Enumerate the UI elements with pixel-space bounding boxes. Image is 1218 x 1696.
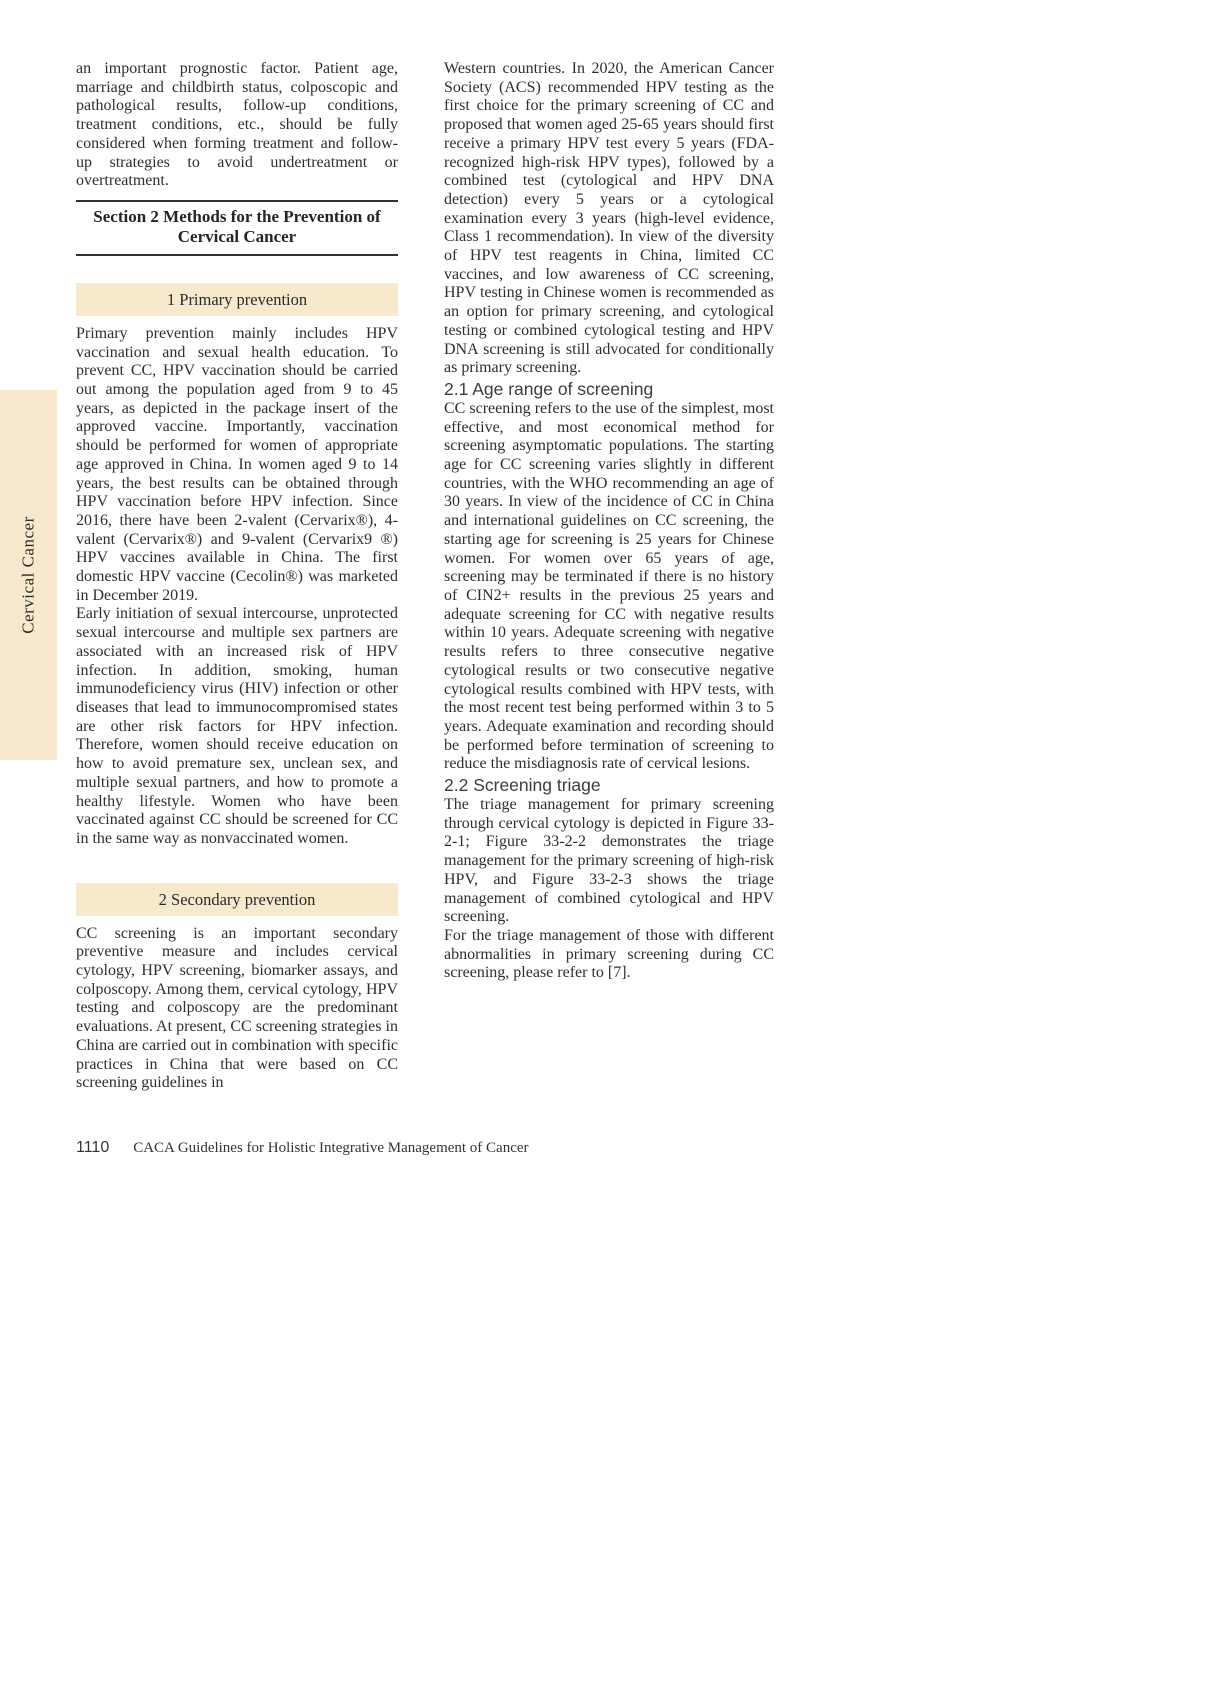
section-2-heading: Section 2 Methods for the Prevention of Cervical Cancer bbox=[76, 200, 398, 256]
primary-prevention-paragraph-1: Primary prevention mainly includes HPV vaccination and sexual health education. To prevent CC, HPV vaccination should be carried out among the population aged from 9 to 45 years, as depicted in the package insert of the approved vaccine. Importantly, vaccination should be performed for women of appropriate age approved in China. In women aged 9 to 14 years, the best results can be obtained through HPV vaccination before HPV infection. Since 2016, there have been 2-valent (Cervarix®), 4-valent (Cervarix®) and 9-valent (Cervarix9 ®) HPV vaccines available in China. The first domestic HPV vaccine (Cecolin®) was marketed in December 2019. bbox=[76, 324, 398, 604]
chapter-tab-label: Cervical Cancer bbox=[18, 516, 38, 634]
chapter-side-tab bbox=[0, 390, 57, 760]
footer-running-title: CACA Guidelines for Holistic Integrative Management of Cancer bbox=[133, 1140, 529, 1156]
secondary-prevention-heading: 2 Secondary prevention bbox=[76, 883, 398, 916]
screening-triage-paragraph-1: The triage management for primary screening through cervical cytology is depicted in Figure 33-2-1; Figure 33-2-2 demonstrates the triage management for the primary screening of high-risk HPV, and Figure 33-2-3 shows the triage management of combined cytological and HPV screening. bbox=[444, 796, 774, 926]
secondary-prevention-paragraph: CC screening is an important secondary preventive measure and includes cervical cytology, HPV screening, biomarker assays, and colposcopy. Among them, cervical cytology, HPV testing and colposcopy are the predominant evaluations. At present, CC screening strategies in China are carried out in combination with specific practices in China that were based on CC screening guidelines in bbox=[76, 924, 398, 1092]
age-range-paragraph: CC screening refers to the use of the simplest, most effective, and most economical method for screening asymptomatic populations. The starting age for CC screening varies slightly in different countries, with the WHO recommending an age of 30 years. In view of the incidence of CC in China and international guidelines on CC screening, the starting age for screening is 25 years for Chinese women. For women over 65 years of age, screening may be terminated if there is no history of CIN2+ results in the previous 25 years and adequate screening for CC with negative results within 10 years. Adequate screening with negative results refers to three consecutive negative cytological results or two consecutive negative cytological results combined with HPV tests, with the most recent test being performed within 3 to 5 years. Adequate examination and recording should be performed before termination of screening to reduce the misdiagnosis rate of cervical lesions. bbox=[444, 399, 774, 773]
screening-triage-paragraph-2: For the triage management of those with different abnormalities in primary screening during CC screening, please refer to [7]. bbox=[444, 926, 774, 982]
secondary-prevention-continuation-paragraph: Western countries. In 2020, the American Cancer Society (ACS) recommended HPV testing as the first choice for the primary screening of CC and proposed that women aged 25-65 years should first receive a primary HPV test every 5 years (FDA-recognized high-risk HPV types), followed by a combined test (cytological and HPV DNA detection) every 5 years or a cytological examination every 3 years (high-level evidence, Class 1 recommendation). In view of the diversity of HPV test reagents in China, limited CC vaccines, and low awareness of CC screening, HPV testing in Chinese women is recommended as an option for primary screening, and cytological testing or combined cytological testing and HPV DNA screening is still advocated for conditionally as primary screening. bbox=[444, 60, 774, 377]
subheading-2-2-screening-triage: 2.2 Screening triage bbox=[444, 775, 601, 796]
right-column bbox=[444, 60, 774, 983]
left-column bbox=[76, 60, 398, 1093]
primary-prevention-heading: 1 Primary prevention bbox=[76, 283, 398, 316]
page-number: 1110 bbox=[76, 1139, 110, 1156]
page-footer bbox=[76, 1139, 529, 1157]
intro-paragraph: an important prognostic factor. Patient age, marriage and childbirth status, colposcopic and pathological results, follow-up conditions, treatment conditions, etc., should be fully considered when forming treatment and follow-up strategies to avoid undertreatment or overtreatment. bbox=[76, 60, 398, 190]
primary-prevention-paragraph-2: Early initiation of sexual intercourse, unprotected sexual intercourse and multiple sex partners are associated with an increased risk of HPV infection. In addition, smoking, human immunodeficiency virus (HIV) infection or other diseases that lead to immunocompromised states are other risk factors for HPV infection. Therefore, women should receive education on how to avoid premature sex, unclean sex, and multiple sexual partners, and how to promote a healthy lifestyle. Women who have been vaccinated against CC should be screened for CC in the same way as nonvaccinated women. bbox=[76, 605, 398, 847]
subheading-2-1-age-range: 2.1 Age range of screening bbox=[444, 378, 654, 399]
